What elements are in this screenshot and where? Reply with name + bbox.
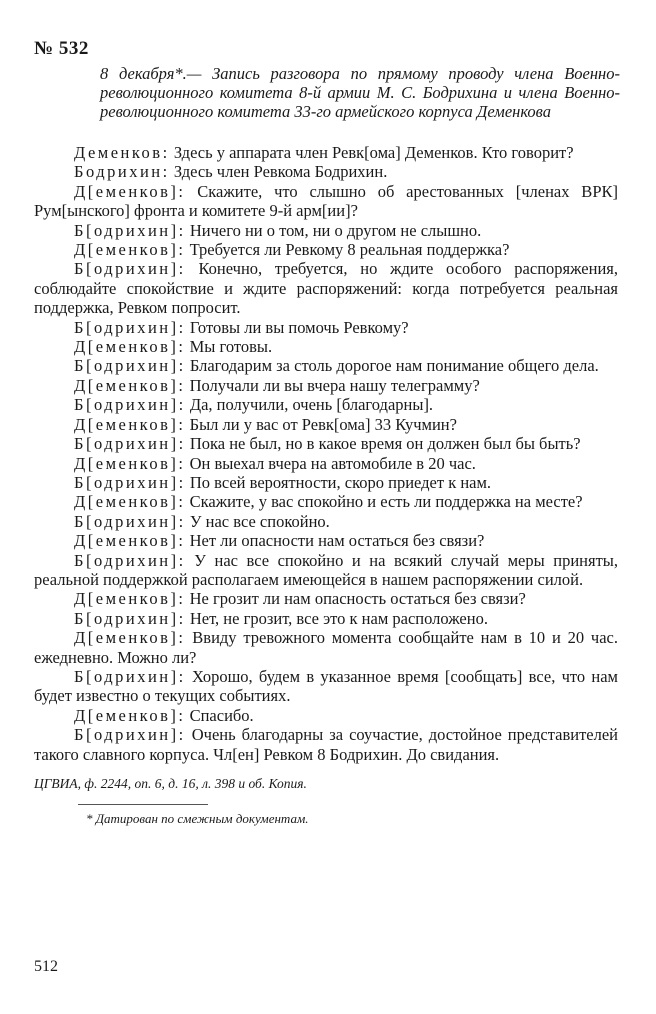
line-text: Мы готовы. [185,337,273,357]
line-text: Он выехал вчера на автомобиле в 20 час. [185,453,476,473]
document-page [34,38,618,827]
dialogue-line [34,395,618,414]
line-text: Готовы ли вы помочь Ревкому? [185,317,409,337]
speaker-label: Д[еменков]: [74,453,186,473]
dialogue-line [34,240,618,259]
speaker-label: Б[одрихин]: [74,259,186,279]
line-text: Благодарим за столь дорогое нам понимание общего дела. [185,356,599,376]
speaker-label: Д[еменков]: [74,492,186,512]
document-number: № 532 [34,38,89,59]
line-text: Не грозит ли нам опасность остаться без связи? [185,589,526,609]
dialogue-line [34,706,618,725]
speaker-label: Б[одрихин]: [74,356,186,376]
speaker-label: Б[одрихин]: [74,220,186,240]
speaker-label: Б[одрихин]: [74,511,186,531]
page-number: 512 [34,958,58,975]
dialogue-line [34,725,618,764]
dialogue-line [34,667,618,706]
line-text: Очень благодарны за соучастие, достойное представителей такого славного корпуса. Чл[ен] Ревком 8 Бодрихин. До свидания. [34,725,618,764]
dialogue-line [34,531,618,550]
dialogue-line [34,628,618,667]
dialogue-line [34,356,618,375]
footnote-divider [78,804,208,805]
speaker-label: Деменков: [74,143,170,162]
line-text: Здесь член Ревкома Бодрихин. [169,162,388,182]
line-text: Скажите, что слышно об арестованных [членах ВРК] Рум[ынского] фронта и комитете 9-й арм[ии]? [34,181,618,221]
speaker-label: Б[одрихин]: [74,434,186,454]
line-text: Требуется ли Ревкому 8 реальная поддержка? [185,240,510,260]
dialogue-line [34,182,618,221]
speaker-label: Б[одрихин]: [74,550,186,570]
line-text: Пока не был, но в какое время он должен был бы быть? [185,434,581,454]
archive-source: ЦГВИА, ф. 2244, оп. 6, д. 16, л. 398 и об. Копия. [34,776,307,791]
line-text: Конечно, требуется, но ждите особого распоряжения, соблюдайте спокойствие и ждите распоряжений: когда потребуется реальная поддержка, Ревком попросит. [34,259,618,318]
dialogue-line [34,221,618,240]
dialogue-line [34,434,618,453]
line-text: Да, получили, очень [благодарны]. [185,395,434,415]
dialogue-line [34,492,618,511]
speaker-label: Б[одрихин]: [74,472,186,492]
line-text: У нас все спокойно. [185,511,330,531]
speaker-label: Д[еменков]: [74,414,186,434]
speaker-label: Б[одрихин]: [74,608,186,628]
speaker-label: Б[одрихин]: [74,666,186,686]
dialogue-line [34,337,618,356]
dialogue-line [34,415,618,434]
speaker-label: Д[еменков]: [74,337,186,357]
line-text: Скажите, у вас спокойно и есть ли поддержка на месте? [185,492,583,512]
footnote: * Датирован по смежным документам. [86,811,309,826]
speaker-label: Б[одрихин]: [74,317,186,337]
dialogue-line [34,259,618,317]
line-text: Нет ли опасности нам остаться без связи? [185,531,485,551]
dialogue-line [34,376,618,395]
line-text: Здесь у аппарата член Ревк[ома] Деменков. Кто говорит? [169,143,574,162]
line-text: Хорошо, будем в указанное время [сообщать] все, что нам будет известно о текущих событиях. [34,666,618,706]
dialogue [34,143,618,764]
speaker-label: Б[одрихин]: [74,395,186,415]
line-text: У нас все спокойно и на всякий случай меры приняты, реальной поддержкой располагаем имеющейся в нашем распоряжении силой. [34,550,618,589]
document-heading: 8 декабря*.— Запись разговора по прямому проводу члена Военно-революционного комитета 8-й армии М. С. Бодрихина и члена Военно-революционного комитета 33-го армейского корпуса Деменкова [100,64,620,121]
line-text: Был ли у вас от Ревк[ома] 33 Кучмин? [185,414,457,434]
dialogue-line [34,162,618,181]
line-text: Ничего ни о том, ни о другом не слышно. [185,220,482,240]
speaker-label: Д[еменков]: [74,589,186,609]
speaker-label: Д[еменков]: [74,375,186,395]
line-text: Спасибо. [185,705,254,725]
speaker-label: Д[еменков]: [74,181,186,201]
line-text: Получали ли вы вчера нашу телеграмму? [185,375,480,395]
dialogue-line [34,609,618,628]
line-text: По всей вероятности, скоро приедет к нам. [185,472,492,492]
speaker-label: Д[еменков]: [74,531,186,551]
dialogue-line [34,454,618,473]
dialogue-line [34,318,618,337]
line-text: Нет, не грозит, все это к нам расположено. [185,608,488,628]
dialogue-line [34,589,618,608]
speaker-label: Д[еменков]: [74,240,186,260]
speaker-label: Д[еменков]: [74,705,186,725]
dialogue-line [34,143,618,162]
line-text: Ввиду тревожного момента сообщайте нам в 10 и 20 час. ежедневно. Можно ли? [34,628,618,667]
dialogue-line [34,512,618,531]
dialogue-line [34,551,618,590]
dialogue-line [34,473,618,492]
speaker-label: Д[еменков]: [74,628,186,648]
speaker-label: Б[одрихин]: [74,725,186,745]
speaker-label: Бодрихин: [74,162,170,182]
